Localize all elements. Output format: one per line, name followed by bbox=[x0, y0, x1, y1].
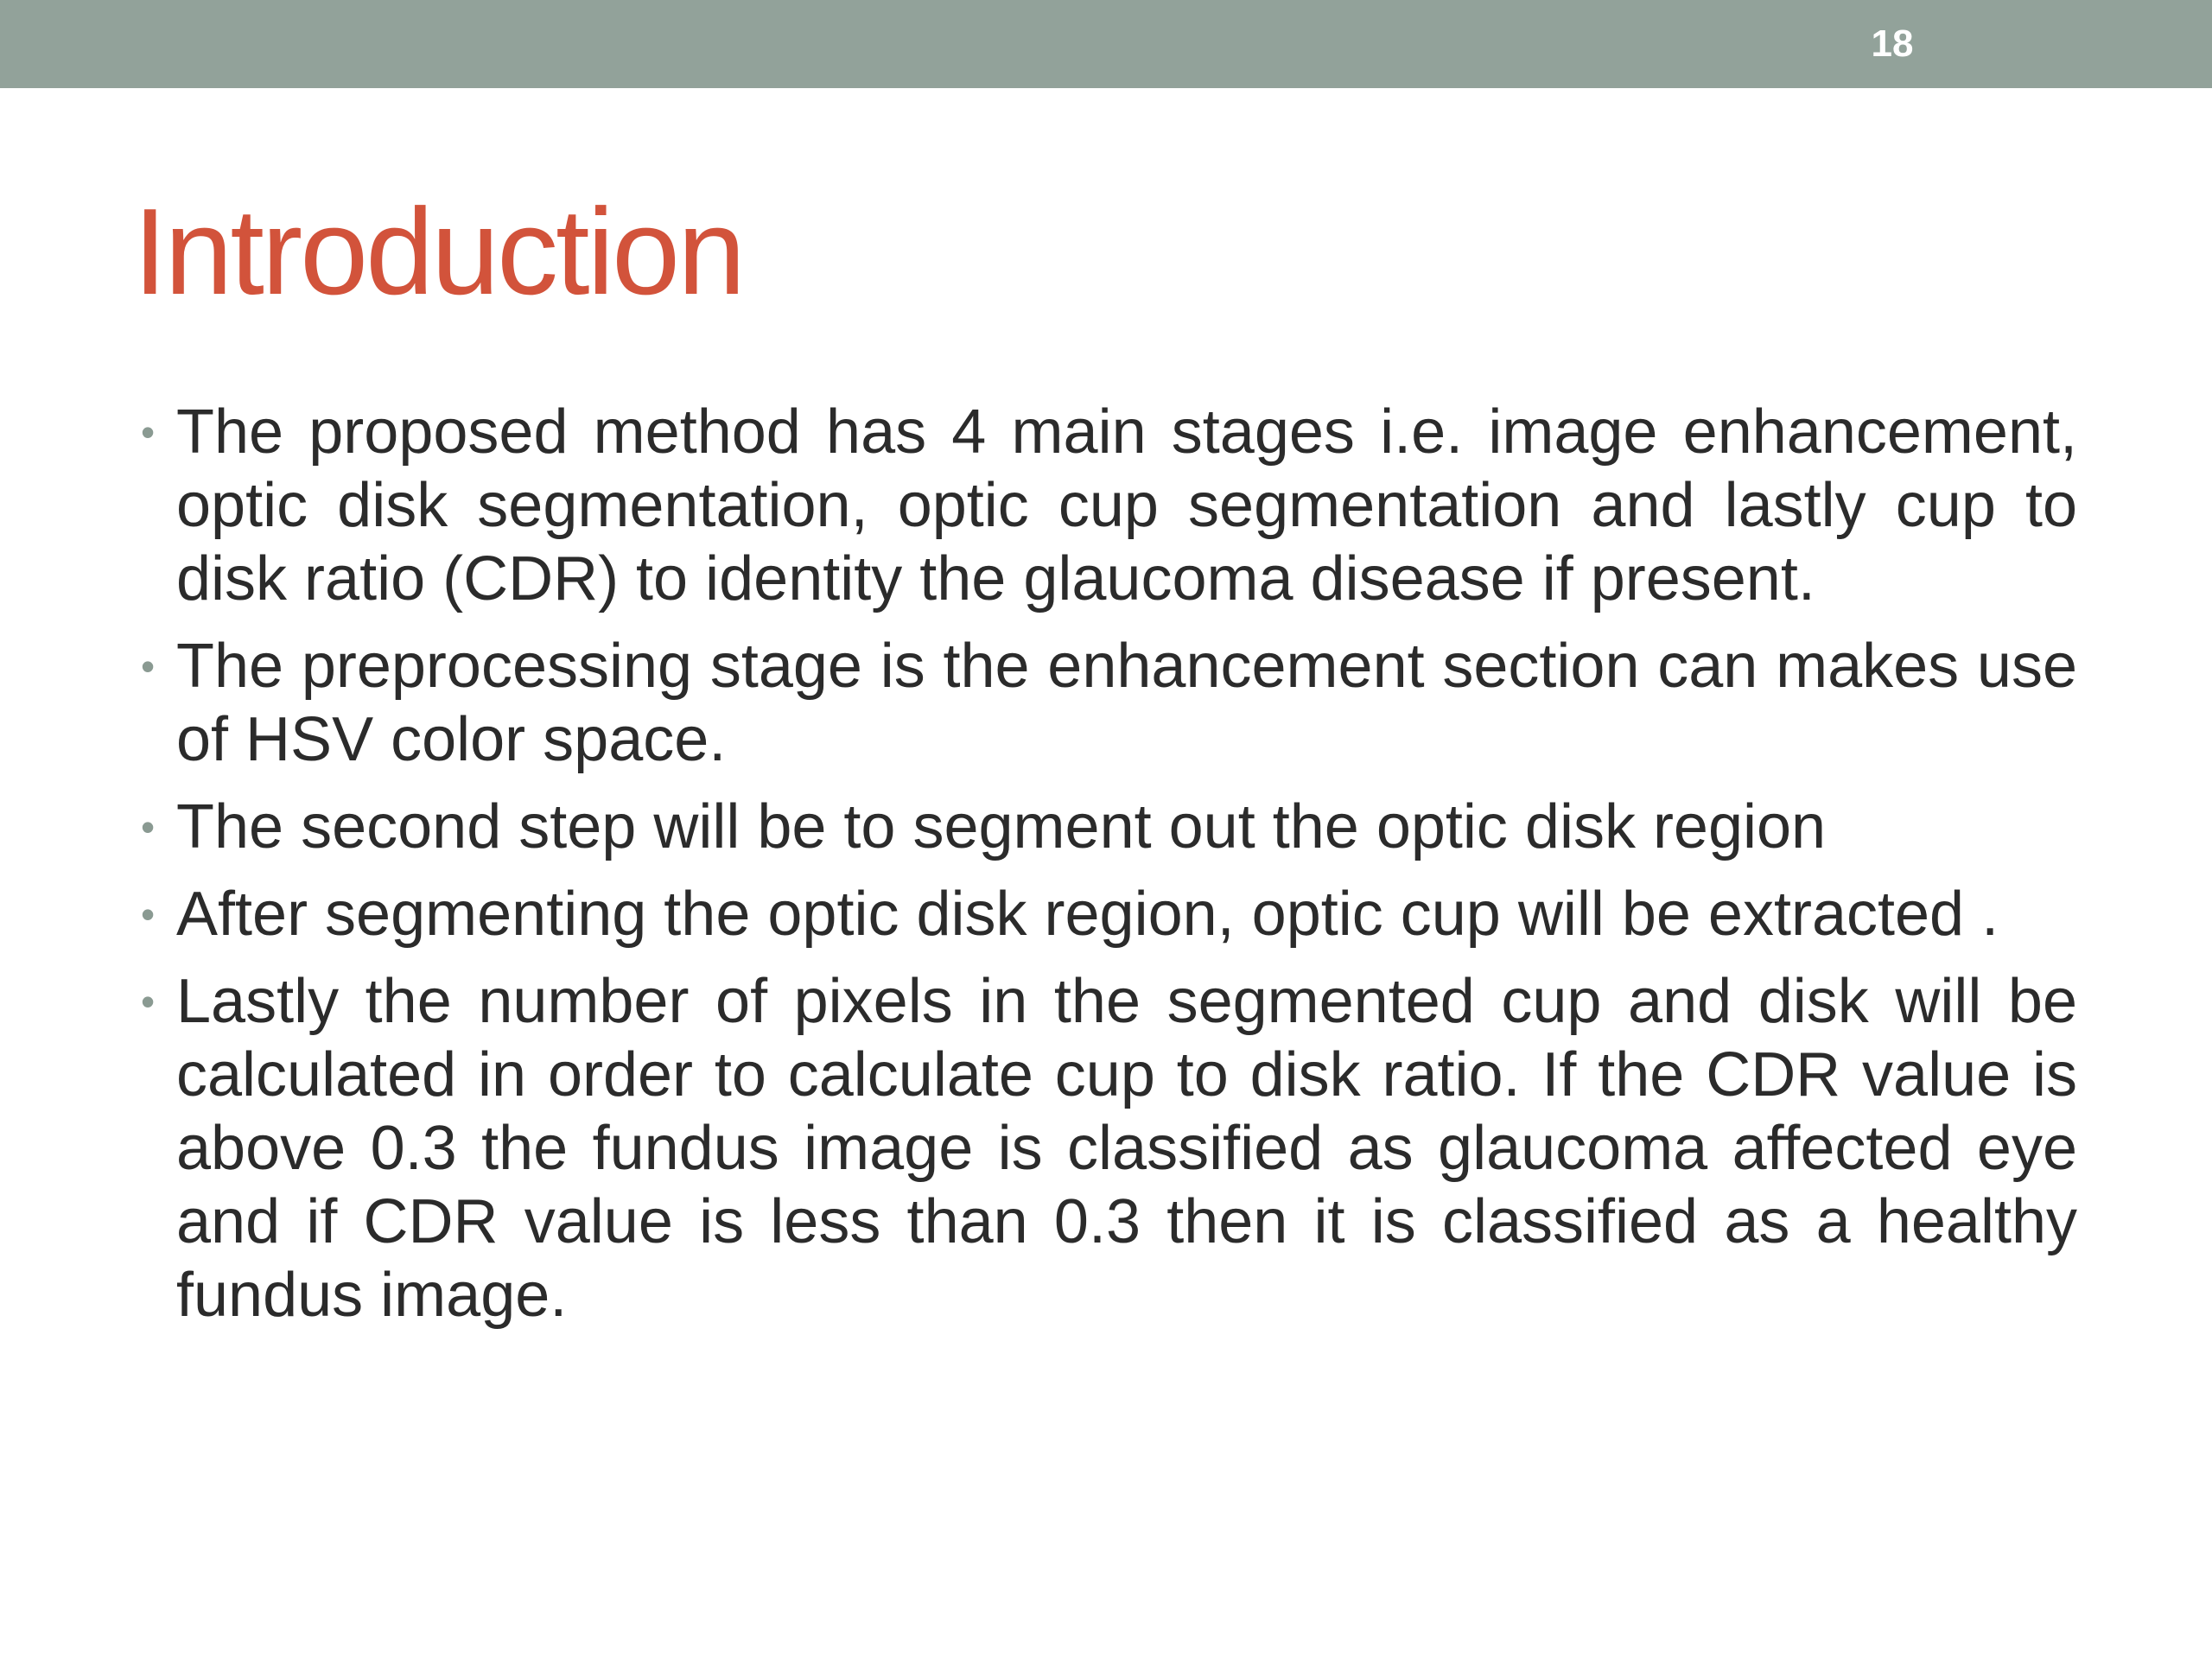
slide-title: Introduction bbox=[133, 183, 744, 321]
bullet-item bbox=[140, 878, 2077, 951]
slide-number: 18 bbox=[1871, 22, 1914, 65]
bullet-text: After segmenting the optic disk region, optic cup will be extracted . bbox=[176, 880, 1999, 949]
bullet-dot-icon: • bbox=[140, 804, 156, 849]
bullet-item bbox=[140, 965, 2077, 1332]
bullet-text: Lastly the number of pixels in the segmented cup and disk will be calculated in order to calculate cup to disk ratio. If the CDR value is above 0.3 the fundus image is classified as glaucoma affected eye and if CDR value is less than 0.3 then it is classified as a healthy fundus image. bbox=[176, 967, 2077, 1330]
bullet-text: The proposed method has 4 main stages i.e. image enhancement, optic disk segmentation, optic cup segmentation and lastly cup to disk ratio (CDR) to identity the glaucoma disease if present. bbox=[176, 397, 2077, 613]
bullet-text: The preprocessing stage is the enhancement section can makes use of HSV color space. bbox=[176, 632, 2077, 774]
bullet-item bbox=[140, 630, 2077, 777]
bullet-dot-icon: • bbox=[140, 892, 156, 937]
bullet-dot-icon: • bbox=[140, 644, 156, 689]
bullet-item bbox=[140, 396, 2077, 616]
slide-header-bar bbox=[0, 0, 2212, 88]
bullet-text: The second step will be to segment out the optic disk region bbox=[176, 792, 1827, 861]
bullet-list bbox=[140, 396, 2077, 1346]
bullet-item bbox=[140, 791, 2077, 864]
bullet-dot-icon: • bbox=[140, 410, 156, 454]
bullet-dot-icon: • bbox=[140, 979, 156, 1024]
